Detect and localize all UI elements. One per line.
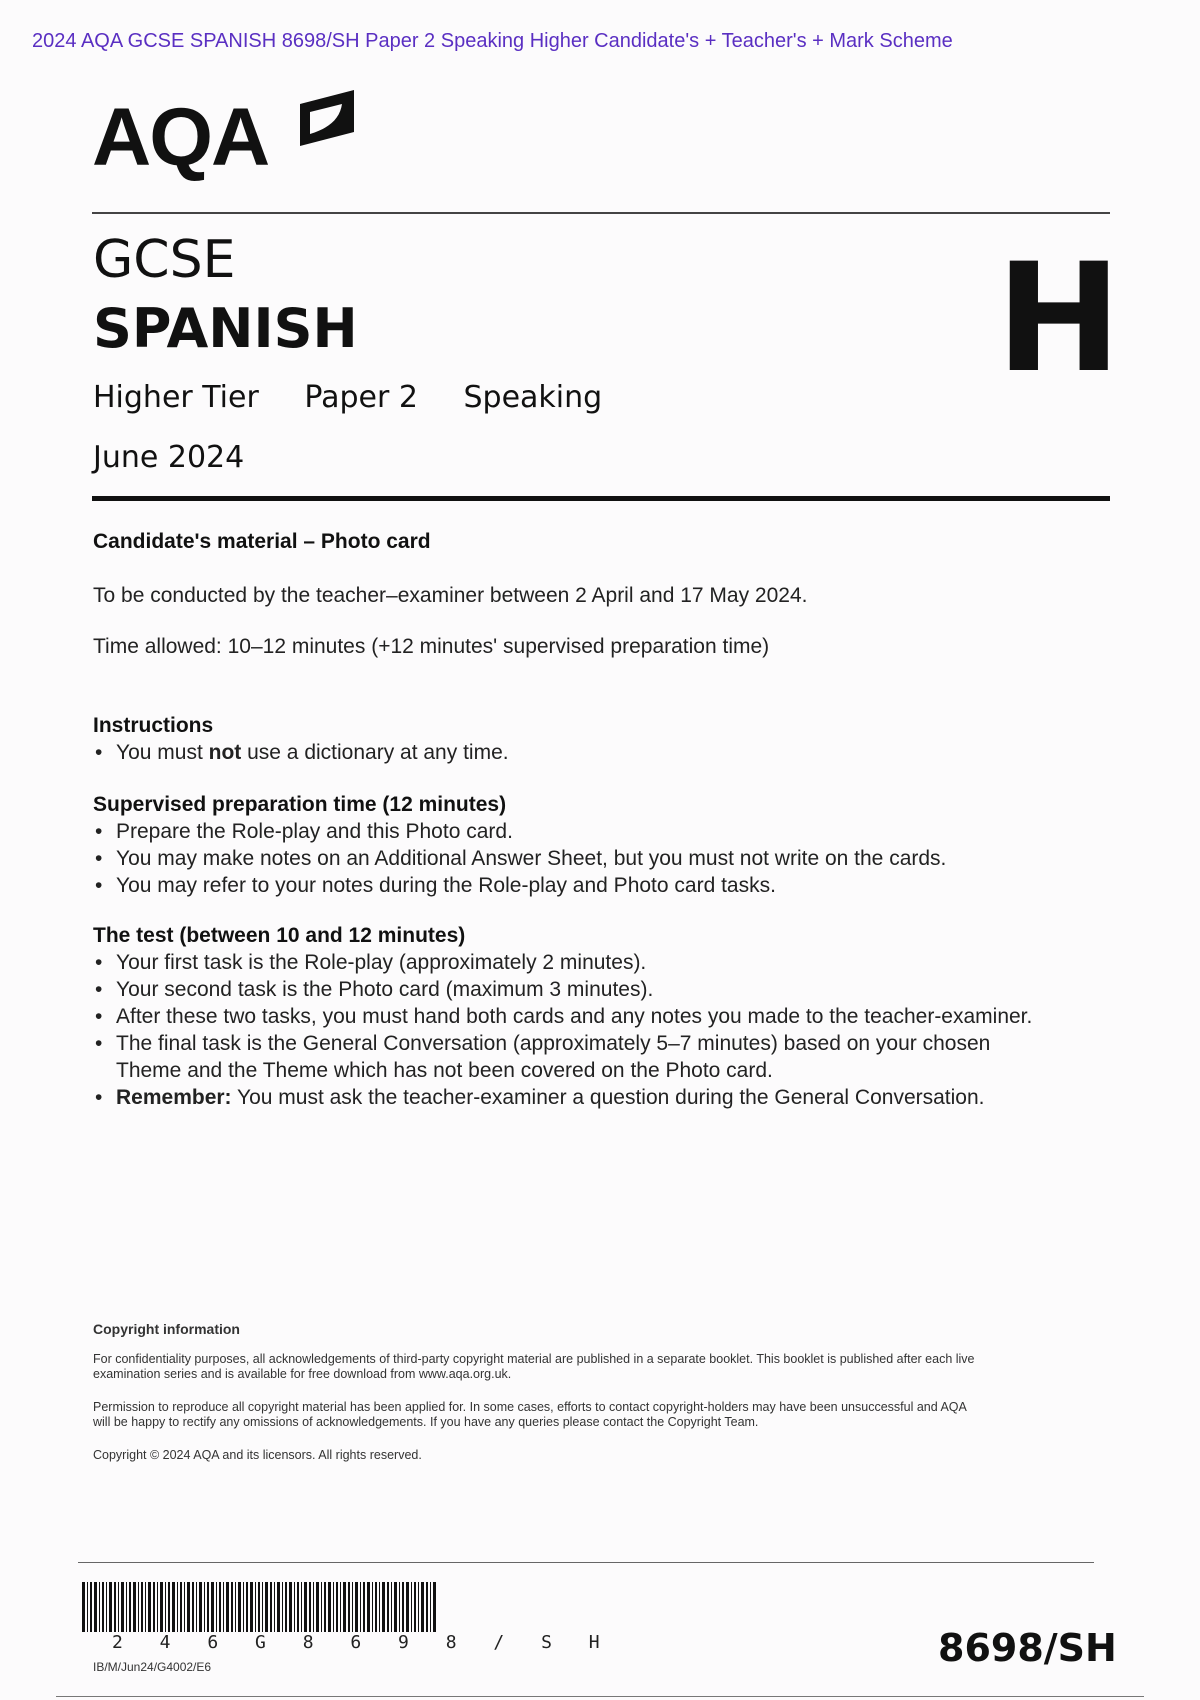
component-label: Speaking (463, 380, 603, 415)
copyright-heading: Copyright information (93, 1321, 240, 1337)
copyright-para-2-line-1: Permission to reproduce all copyright material has been applied for. In some cases, efforts to contact copyright-holders may have been unsuccessful and AQA (93, 1400, 967, 1414)
time-allowed-text: Time allowed: 10–12 minutes (+12 minutes' supervised preparation time) (93, 635, 770, 658)
tier-letter: H (996, 232, 1122, 406)
exam-date: June 2024 (93, 440, 245, 475)
test-heading: The test (between 10 and 12 minutes) (93, 924, 466, 947)
preparation-section (93, 791, 946, 899)
instruction-item: • You must not use a dictionary at any time. (95, 741, 509, 764)
header-divider (92, 212, 1110, 214)
aqa-logo-mark-icon (296, 88, 358, 148)
copyright-section (93, 1322, 1093, 1463)
preparation-heading: Supervised preparation time (12 minutes) (93, 793, 507, 816)
qualification-title: GCSE (93, 230, 236, 290)
instructions-heading: Instructions (93, 714, 214, 737)
document-title-link[interactable]: 2024 AQA GCSE SPANISH 8698/SH Paper 2 Speaking Higher Candidate's + Teacher's + Mark Scheme (32, 30, 953, 52)
test-item: • Your first task is the Role-play (approximately 2 minutes). (95, 951, 647, 974)
test-item-remember: • Remember: You must ask the teacher-examiner a question during the General Conversation. (95, 1086, 985, 1109)
barcode-digits: 2 4 6 G 8 6 9 8 / S H (112, 1632, 613, 1653)
paper-details (93, 378, 638, 418)
preparation-item: • You may refer to your notes during the Role-play and Photo card tasks. (95, 874, 776, 897)
tier-label: Higher Tier (93, 380, 259, 415)
copyright-para-1-line-1: For confidentiality purposes, all acknowledgements of third-party copyright material are published in a separate booklet. This booklet is published after each live (93, 1352, 975, 1366)
test-item: • Your second task is the Photo card (maximum 3 minutes). (95, 978, 654, 1001)
preparation-item: • You may make notes on an Additional Answer Sheet, but you must not write on the cards. (95, 847, 947, 870)
aqa-logo (92, 86, 362, 184)
aqa-logo-text: AQA (92, 92, 269, 183)
title-divider (92, 496, 1110, 501)
footer-divider (78, 1562, 1094, 1563)
test-section (93, 922, 1032, 1111)
material-heading: Candidate's material – Photo card (93, 530, 431, 553)
test-item: • After these two tasks, you must hand both cards and any notes you made to the teacher-examiner. (95, 1005, 1033, 1028)
test-item: • The final task is the General Conversation (approximately 5–7 minutes) based on your chosen Theme and the Theme which has not been covered on the Photo card. (95, 1032, 991, 1082)
preparation-item: • Prepare the Role-play and this Photo card. (95, 820, 513, 843)
bottom-edge-line (56, 1696, 1144, 1697)
copyright-notice: Copyright © 2024 AQA and its licensors. All rights reserved. (93, 1448, 422, 1462)
copyright-para-1-line-2: examination series and is available for free download from www.aqa.org.uk. (93, 1367, 512, 1381)
paper-code: 8698/SH (938, 1626, 1117, 1670)
conducted-text: To be conducted by the teacher–examiner between 2 April and 17 May 2024. (93, 584, 808, 607)
paper-label: Paper 2 (304, 380, 418, 415)
document-reference: IB/M/Jun24/G4002/E6 (93, 1660, 212, 1674)
subject-title: SPANISH (93, 297, 358, 360)
instructions-section (93, 712, 509, 766)
copyright-para-2-line-2: will be happy to rectify any omissions of acknowledgements. If you have any queries please contact the Copyright Team. (93, 1415, 759, 1429)
